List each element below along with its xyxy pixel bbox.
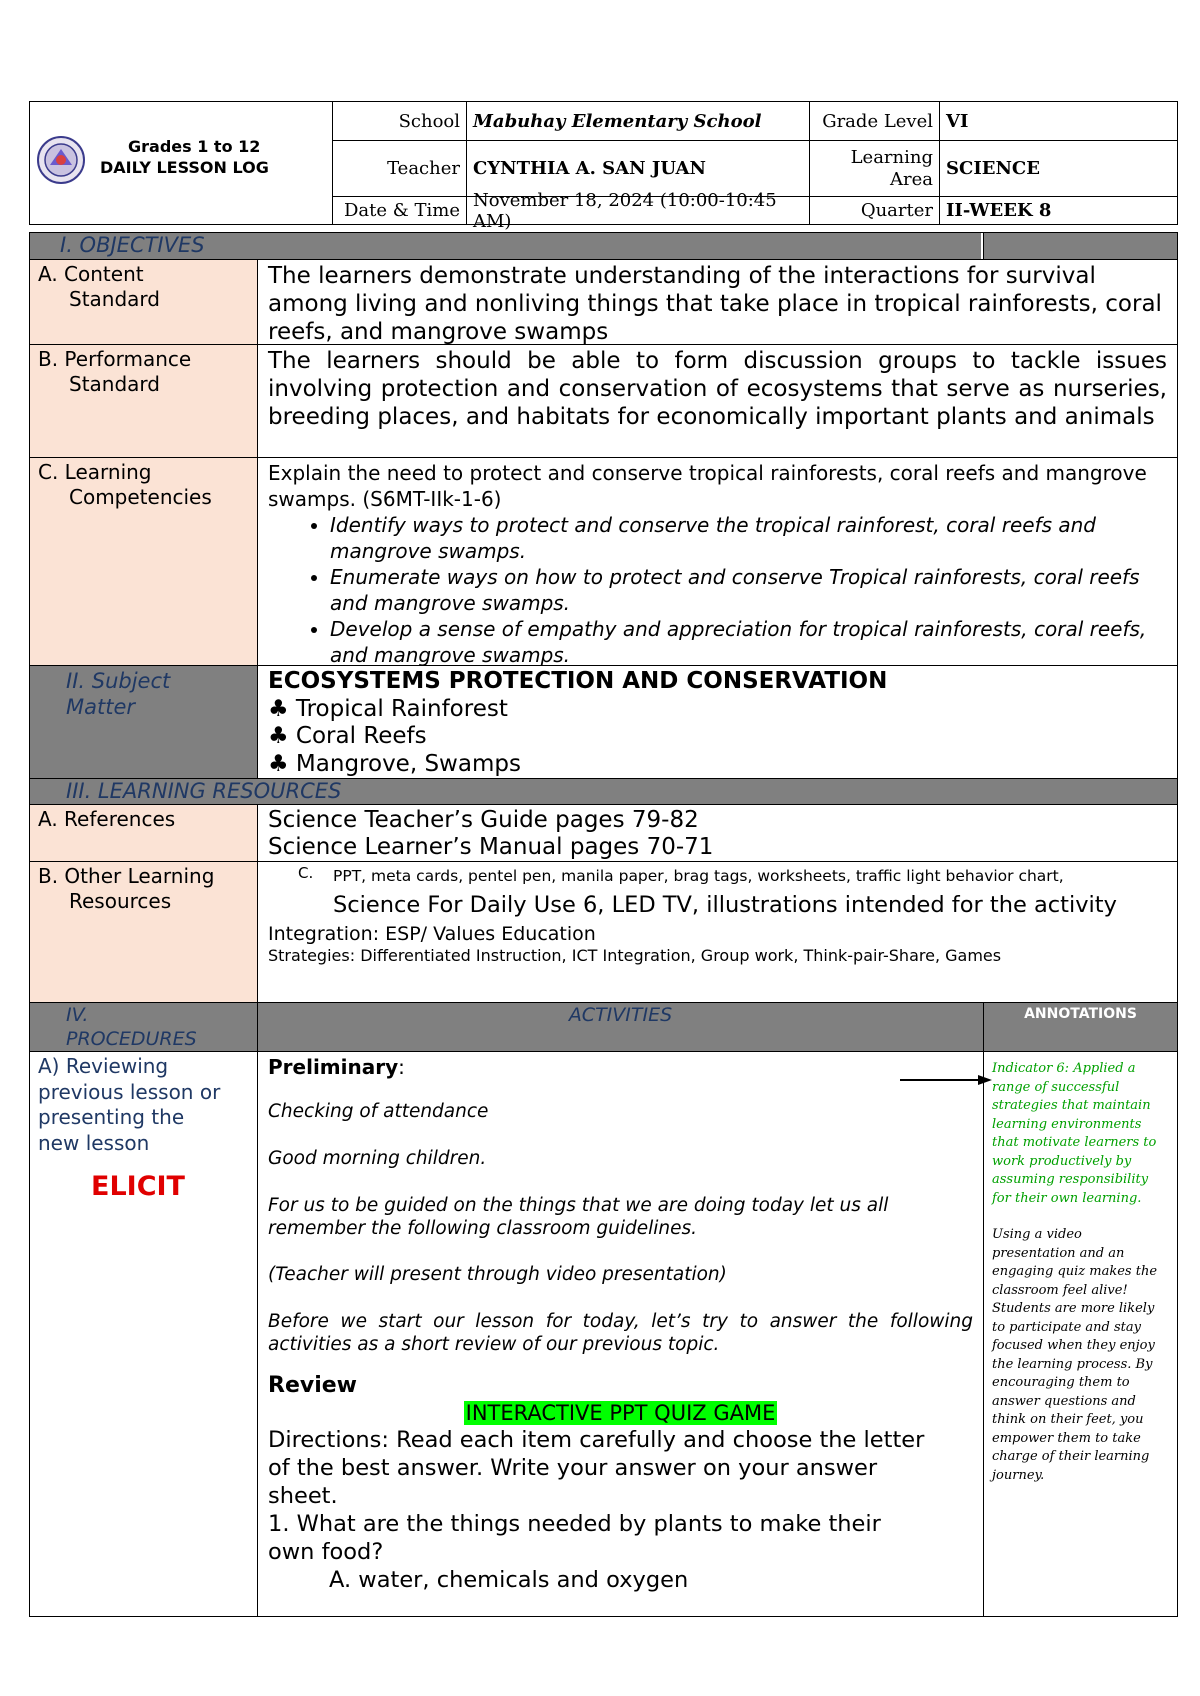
date-time-value: November 18, 2024 (10:00-10:45 AM) <box>467 197 810 224</box>
deped-seal-icon <box>36 135 86 185</box>
activity-greeting: Good morning children. <box>268 1148 487 1169</box>
learning-competencies-label <box>30 457 257 665</box>
quiz-directions: Directions: Read each item carefully and choose the letter of the best answer. Write your answer on your answer sheet. <box>268 1427 925 1509</box>
activities-cell <box>257 1051 983 1616</box>
references-label: A. References <box>30 804 257 861</box>
reference-learner-manual: Science Learner’s Manual pages 70-71 <box>268 834 714 860</box>
other-resources-cell <box>257 861 1177 1002</box>
annotation-note: Using a video presentation and an engaging quiz makes the classroom feel alive! Students are more likely to participate and stay focused when they enjoy the learning process. By encouraging them to answer questions and think on their feet, you empower them to take charge of their learning journey. <box>992 1227 1158 1483</box>
objectives-bar-right <box>983 233 1177 259</box>
content-standard-label <box>30 259 257 344</box>
grade-level-label: Grade Level <box>810 102 940 141</box>
header-title-grades: Grades 1 to 12 <box>128 137 261 156</box>
strategies-text: Strategies: Differentiated Instruction, ICT Integration, Group work, Think-pair-Share, Games <box>268 946 1002 965</box>
reviewing-label <box>38 1054 249 1156</box>
competency-bullet: • Enumerate ways on how to protect and conserve Tropical rainforests, coral reefs and mangrove swamps. <box>330 564 1167 616</box>
grade-level-value: VI <box>940 102 1177 141</box>
other-resources-marker: C. <box>298 864 314 882</box>
annotations-title: ANNOTATIONS <box>1024 1006 1137 1022</box>
performance-standard-text: The learners should be able to form discussion groups to tackle issues involving protection and conservation of ecosystems that serve as nurseries, breeding places, and habitats for economically important plants and animals <box>257 344 1177 457</box>
learning-area-label-2: Area <box>890 168 933 190</box>
competency-bullets <box>268 512 1167 668</box>
other-resources-label-1: B. Other Learning <box>38 864 215 888</box>
school-label: School <box>333 102 467 141</box>
learning-area-label-1: Learning <box>850 146 933 168</box>
performance-standard-label-2: Standard <box>69 372 160 396</box>
preliminary-colon: : <box>398 1055 405 1079</box>
activities-title: ACTIVITIES <box>568 1004 673 1026</box>
integration-text: Integration: ESP/ Values Education <box>268 923 596 945</box>
other-resources-label <box>30 861 257 1002</box>
subject-item: ♣ Mangrove, Swamps <box>268 750 521 777</box>
annotation-indicator: Indicator 6: Applied a range of successful strategies that maintain learning environments that motivate learners to work productively by assuming responsibility for their own learning. <box>992 1061 1157 1206</box>
subject-matter-label <box>30 665 257 778</box>
content-standard-text: The learners demonstrate understanding of the interactions for survival among living and nonliving things that take place in tropical rainforests, coral reefs, and mangrove swamps <box>257 259 1177 344</box>
objectives-section-bar <box>30 233 981 259</box>
arrow-right-icon <box>898 1072 994 1088</box>
reviewing-label-2: previous lesson or <box>38 1079 221 1104</box>
elicit-label: ELICIT <box>91 1171 185 1202</box>
subject-matter-title: ECOSYSTEMS PROTECTION AND CONSERVATION <box>268 668 888 694</box>
reviewing-label-3: presenting the <box>38 1105 185 1129</box>
quiz-question-1: 1. What are the things needed by plants to make their own food? <box>268 1511 881 1565</box>
content-standard-label-2: Standard <box>69 287 160 311</box>
competency-bullet: • Identify ways to protect and conserve the tropical rainforest, coral reefs and mangrove swamps. <box>330 512 1167 564</box>
references-cell <box>257 804 1177 861</box>
other-resources-large: Science For Daily Use 6, LED TV, illustrations intended for the activity <box>333 892 1117 918</box>
header-logo-cell <box>30 102 333 224</box>
content-standard-label-1: A. Content <box>38 262 144 286</box>
activity-guidelines: For us to be guided on the things that we are doing today let us all remember the following classroom guidelines. <box>268 1195 889 1239</box>
header-title-dll: DAILY LESSON LOG <box>100 158 269 177</box>
reviewing-label-1: A) Reviewing <box>38 1054 169 1078</box>
learning-competencies-label-2: Competencies <box>69 485 212 509</box>
review-title: Review <box>268 1373 357 1398</box>
reference-teacher-guide: Science Teacher’s Guide pages 79-82 <box>268 807 699 833</box>
subject-item: ♣ Coral Reefs <box>268 723 427 749</box>
procedures-label <box>30 1002 257 1051</box>
teacher-label: Teacher <box>333 141 467 197</box>
annotations-header <box>983 1002 1177 1051</box>
procedures-label-2: PROCEDURES <box>66 1028 197 1050</box>
learning-competencies-text: Explain the need to protect and conserve tropical rainforests, coral reefs and mangrove swamps. (S6MT-IIk-1-6) <box>268 461 1147 511</box>
school-value: Mabuhay Elementary School <box>467 102 810 141</box>
activity-attendance: Checking of attendance <box>268 1101 489 1122</box>
reviewing-label-cell <box>30 1051 257 1616</box>
activities-header <box>257 1002 983 1051</box>
quarter-value: II-WEEK 8 <box>946 200 1052 221</box>
competency-bullet: • Develop a sense of empathy and appreciation for tropical rainforests, coral reefs, and mangrove swamps. <box>330 616 1167 668</box>
quiz-question-1-choice-a: A. water, chemicals and oxygen <box>329 1567 689 1593</box>
header-table <box>29 101 1178 232</box>
subject-matter-cell <box>257 665 1177 778</box>
resources-title: III. LEARNING RESOURCES <box>66 779 342 803</box>
other-resources-label-2: Resources <box>69 889 172 913</box>
teacher-value: CYNTHIA A. SAN JUAN <box>467 141 810 197</box>
activity-review-intro: Before we start our lesson for today, let’s try to answer the following activities as a short review of our previous topic. <box>268 1311 973 1355</box>
learning-competencies-label-1: C. Learning <box>38 460 152 484</box>
learning-area-value: SCIENCE <box>940 141 1177 197</box>
reviewing-label-4: new lesson <box>38 1130 150 1155</box>
procedures-label-1: IV. <box>66 1004 89 1026</box>
preliminary-title: Preliminary <box>268 1055 399 1079</box>
subject-matter-label-1: II. Subject <box>66 669 171 693</box>
subject-item: ♣ Tropical Rainforest <box>268 695 508 722</box>
subject-matter-label-2: Matter <box>66 695 136 719</box>
quiz-game-label: INTERACTIVE PPT QUIZ GAME <box>465 1401 776 1425</box>
activity-video-note: (Teacher will present through video presentation) <box>268 1264 727 1285</box>
resources-section-bar <box>30 778 1177 804</box>
objectives-title: I. OBJECTIVES <box>60 233 205 257</box>
annotations-cell <box>983 1051 1177 1616</box>
lesson-table <box>29 232 1178 1617</box>
other-resources-small: PPT, meta cards, pentel pen, manila paper, brag tags, worksheets, traffic light behavior chart, <box>333 867 1064 885</box>
performance-standard-label <box>30 344 257 457</box>
quarter-label: Quarter <box>810 197 940 224</box>
learning-area-label <box>810 141 940 197</box>
learning-competencies-cell <box>257 457 1177 665</box>
date-time-label: Date & Time <box>333 197 467 224</box>
performance-standard-label-1: B. Performance <box>38 347 192 371</box>
